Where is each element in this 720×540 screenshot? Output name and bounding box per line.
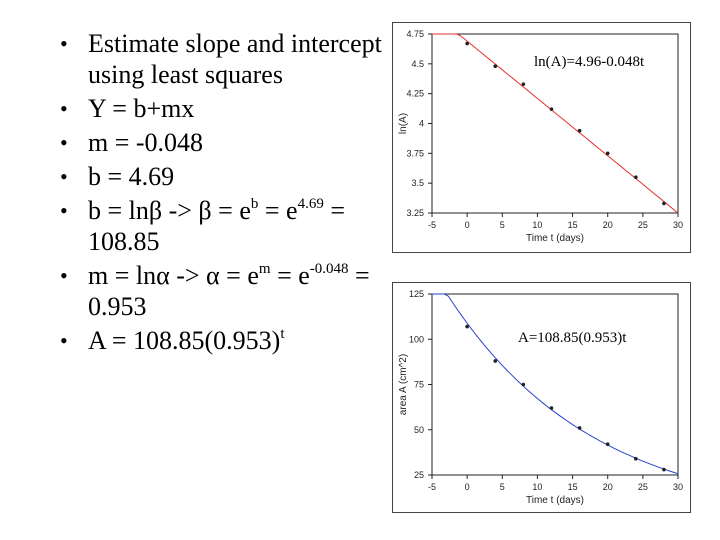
bullet-text: = 0.953 <box>88 261 370 321</box>
data-point <box>662 202 666 206</box>
bullet-text: = e <box>258 196 298 225</box>
x-tick-label: 10 <box>532 482 543 492</box>
x-axis-label: Time t (days) <box>526 495 584 506</box>
x-tick-label: 30 <box>672 220 684 230</box>
data-point <box>522 82 526 86</box>
bullet-text: m = -0.048 <box>88 128 204 157</box>
superscript: b <box>250 196 259 212</box>
bullet-item <box>52 260 382 322</box>
x-tick-label: 0 <box>464 220 470 230</box>
y-axis-label: ln(A) <box>398 112 409 135</box>
y-tick-label: 4.5 <box>411 58 424 69</box>
x-tick-label: 15 <box>567 220 578 230</box>
x-tick-label: 25 <box>637 220 648 230</box>
bullet-text: Y = b+mx <box>88 94 195 123</box>
superscript: 4.69 <box>297 196 324 212</box>
superscript: -0.048 <box>309 261 349 277</box>
data-point <box>550 107 554 111</box>
data-point <box>606 152 610 156</box>
y-tick-label: 100 <box>408 334 424 345</box>
area-equation-label <box>518 330 626 347</box>
x-tick-label: 10 <box>532 220 543 230</box>
x-tick-label: 15 <box>567 482 578 492</box>
y-axis-label: area A (cm^2) <box>398 353 409 416</box>
x-tick-label: 25 <box>637 482 648 492</box>
plot-area <box>432 294 678 475</box>
data-point <box>465 42 469 46</box>
bullet-item <box>52 195 382 257</box>
bullet-text: b = lnβ -> β = e <box>88 196 251 225</box>
bullet-dot: • <box>60 96 68 121</box>
data-point <box>465 325 469 329</box>
x-tick-label: 20 <box>602 220 613 230</box>
data-point <box>550 406 554 410</box>
bullet-item <box>52 93 382 124</box>
bullet-dot: • <box>60 328 68 353</box>
y-tick-label: 75 <box>413 379 424 390</box>
bullet-text: A = 108.85(0.953) <box>88 326 281 355</box>
data-point <box>606 442 610 446</box>
bullet-dot: • <box>60 31 68 56</box>
data-point <box>493 64 497 68</box>
bullet-dot: • <box>60 198 68 223</box>
x-tick-label: 0 <box>464 482 470 492</box>
data-point <box>662 468 666 472</box>
area-equation-text: A=108.85(0.953)t <box>518 330 627 346</box>
ln-area-graph <box>392 22 692 254</box>
bullet-dot: • <box>60 164 68 189</box>
x-tick-label: -5 <box>427 482 437 492</box>
y-tick-label: 4.75 <box>406 29 424 39</box>
y-tick-label: 25 <box>413 470 424 480</box>
ln-equation-label: ln(A)=4.96-0.048t <box>534 54 645 70</box>
bullet-text: = e <box>270 261 310 290</box>
y-tick-label: 3.25 <box>406 208 424 218</box>
y-tick-label: 3.75 <box>406 148 424 159</box>
bullet-item <box>52 28 382 90</box>
bullet-text: b = 4.69 <box>88 162 175 191</box>
data-point <box>493 359 497 363</box>
bullet-text: = 108.85 <box>88 196 345 256</box>
bullet-text: Estimate slope and intercept using least squares <box>88 29 382 89</box>
data-point <box>578 129 582 133</box>
bullet-item <box>52 325 382 356</box>
y-tick-label: 50 <box>413 424 424 435</box>
bullet-dot: • <box>60 263 68 288</box>
y-tick-label: 125 <box>408 289 424 299</box>
data-point <box>634 457 638 461</box>
x-tick-label: 30 <box>672 482 684 492</box>
x-tick-label: -5 <box>427 220 437 230</box>
bullet-text: m = lnα -> α = e <box>88 261 259 290</box>
data-point <box>634 175 638 179</box>
x-tick-label: 5 <box>499 482 505 492</box>
bullet-item <box>52 127 382 158</box>
x-tick-label: 20 <box>602 482 613 492</box>
bullet-item <box>52 161 382 192</box>
data-point <box>578 426 582 430</box>
superscript: m <box>258 261 271 277</box>
x-axis-label: Time t (days) <box>526 233 584 244</box>
data-point <box>522 383 526 387</box>
bullet-list <box>52 28 382 359</box>
superscript: t <box>280 326 285 342</box>
y-tick-label: 4.25 <box>406 88 424 99</box>
area-graph <box>392 282 692 514</box>
area-chart <box>392 282 692 514</box>
y-tick-label: 3.5 <box>411 178 424 189</box>
y-tick-label: 4 <box>418 118 424 129</box>
bullet-dot: • <box>60 130 68 155</box>
x-tick-label: 5 <box>499 220 505 230</box>
